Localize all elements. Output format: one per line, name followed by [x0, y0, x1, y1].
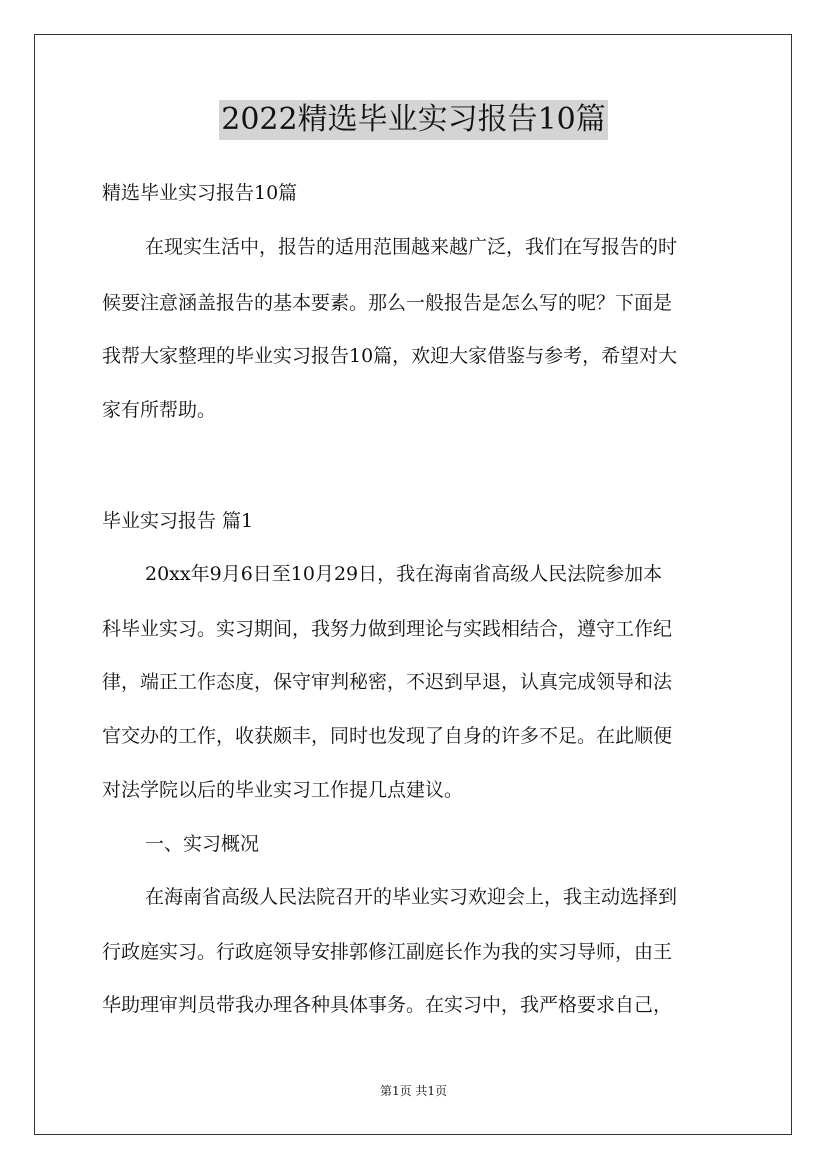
paragraph-line: 官交办的工作，收获颇丰，同时也发现了自身的许多不足。在此顺便	[102, 725, 673, 747]
intro-line: 候要注意涵盖报告的基本要素。那么一般报告是怎么写的呢？下面是	[102, 292, 673, 314]
paragraph-line: 华助理审判员带我办理各种具体事务。在实习中，我严格要求自己，	[102, 994, 673, 1016]
intro-line: 家有所帮助。	[102, 399, 217, 421]
paragraph-line: 科毕业实习。实习期间，我努力做到理论与实践相结合，遵守工作纪	[102, 618, 673, 640]
paragraph-line: 对法学院以后的毕业实习工作提几点建议。	[102, 779, 464, 801]
intro-line: 我帮大家整理的毕业实习报告10篇，欢迎大家借鉴与参考，希望对大	[102, 345, 678, 367]
title-container	[0, 100, 827, 140]
page-footer: 第1页 共1页	[379, 1084, 448, 1098]
paragraph-line: 20xx年9月6日至10月29日，我在海南省高级人民法院参加本	[145, 563, 663, 585]
paragraph-line: 律，端正工作态度，保守审判秘密，不迟到早退，认真完成领导和法	[102, 671, 673, 693]
section-heading: 毕业实习报告 篇1	[102, 510, 254, 532]
paragraph-line: 行政庭实习。行政庭领导安排郭修江副庭长作为我的实习导师，由王	[102, 941, 673, 963]
document-title: 2022精选毕业实习报告10篇	[219, 100, 608, 140]
sub-heading: 一、实习概况	[145, 833, 260, 855]
paragraph-line: 在海南省高级人民法院召开的毕业实习欢迎会上，我主动选择到	[145, 886, 678, 908]
subtitle: 精选毕业实习报告10篇	[102, 182, 298, 204]
intro-line: 在现实生活中，报告的适用范围越来越广泛，我们在写报告的时	[145, 236, 678, 258]
